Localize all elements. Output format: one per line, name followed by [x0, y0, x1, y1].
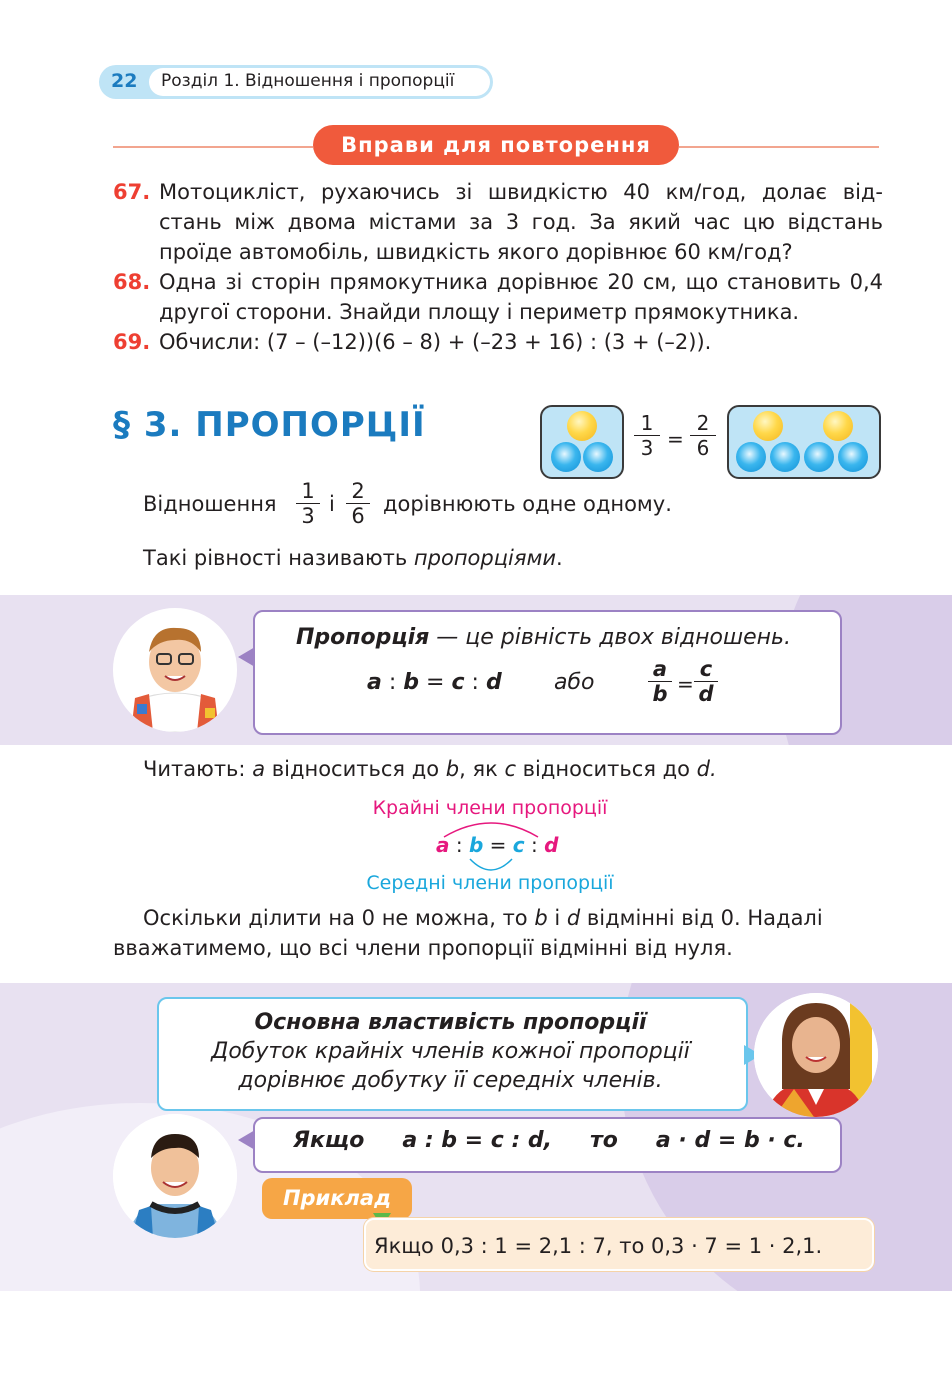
blue-ball [583, 442, 613, 472]
exercise-number: 68. [113, 270, 151, 294]
definition-formula: a : b = c : d [367, 670, 502, 695]
boy-avatar [113, 608, 237, 732]
exercise-text: Обчисли: (7 – (–12))(6 – 8) + (–23 + 16) : (3 + (–2)). [159, 330, 712, 354]
page-number: 22 [111, 70, 138, 92]
chapter-pill [149, 68, 490, 96]
fraction-c-over-d: $\frac{c}{d}$ [694, 657, 718, 706]
note-line-2: вважатимемо, що всі члени пропорції відмінні від нуля. [113, 936, 733, 960]
banner-rule-right [679, 146, 879, 148]
exercise-number: 69. [113, 330, 151, 354]
fraction-a-over-b: $\frac{a}{b}$ [648, 657, 672, 706]
yellow-ball [823, 411, 853, 441]
yellow-ball [753, 411, 783, 441]
yellow-ball [567, 411, 597, 441]
exercise-67 [113, 177, 883, 267]
diagram-formula: a : b = c : d [436, 833, 559, 857]
rule-statement: Якщо a : b = c : d, то a · d = b · c. [293, 1128, 805, 1153]
property-line-1: Добуток крайніх членів кожної пропорції [211, 1039, 690, 1064]
middle-terms-label: Середні члени пропорції [366, 872, 614, 894]
fraction-equals: = [677, 672, 694, 696]
girl-avatar [754, 993, 878, 1117]
exercise-text: Мотоцикліст, рухаючись зі швидкістю 40 км/год, долає від-стань між двома містами за 3 год. За який час цю відстань проїде автомобіль, швидкість якого дорівнює 60 км/год? [159, 180, 883, 264]
note-line-1: Оскільки ділити на 0 не можна, то b і d відмінні від 0. Надалі [143, 906, 823, 930]
definition-text: Пропорція — це рівність двох відношень. [296, 625, 792, 650]
ratio-intro-and: і [329, 492, 335, 516]
proportions-sentence: Такі рівності називають пропорціями. [143, 546, 563, 570]
illustration-equals: = [667, 427, 684, 451]
example-box: Якщо 0,3 : 1 = 2,1 : 7, то 0,3 · 7 = 1 · 2,1. [364, 1218, 874, 1271]
exercises-banner: Вправи для повторення [313, 125, 679, 165]
bubble-tail [238, 1130, 255, 1150]
blue-ball [838, 442, 868, 472]
blue-ball [736, 442, 766, 472]
banner-rule-left [113, 146, 313, 148]
example-label: Приклад [262, 1178, 412, 1219]
fraction-illustration-left: $\frac{1}{3}$ [634, 411, 660, 460]
outer-terms-label: Крайні члени пропорції [372, 797, 608, 819]
reading-line: Читають: a відноситься до b, як c відноситься до d. [143, 757, 717, 781]
boy2-avatar [113, 1114, 237, 1238]
bubble-tail [238, 647, 255, 667]
exercise-69 [113, 327, 883, 357]
section-title: § 3. ПРОПОРЦІЇ [113, 405, 426, 445]
exercise-68 [113, 267, 883, 327]
ratio-intro-after: дорівнюють одне одному. [383, 492, 672, 516]
blue-ball [804, 442, 834, 472]
property-title: Основна властивість пропорції [254, 1010, 647, 1035]
blue-ball [770, 442, 800, 472]
property-line-2: дорівнює добутку її середніх членів. [238, 1068, 663, 1093]
exercise-number: 67. [113, 180, 151, 204]
fraction-one-third: $\frac{1}{3}$ [296, 479, 320, 528]
fraction-two-sixths: $\frac{2}{6}$ [346, 479, 370, 528]
page-header [99, 65, 493, 99]
definition-or: або [554, 670, 595, 695]
chapter-title: Розділ 1. Відношення і пропорції [161, 71, 455, 91]
exercise-text: Одна зі сторін прямокутника дорівнює 20 см, що становить 0,4 другої сторони. Знайди площу і периметр прямокутника. [159, 270, 883, 324]
fraction-illustration-right: $\frac{2}{6}$ [690, 411, 716, 460]
ratio-intro-before: Відношення [143, 492, 277, 516]
ratio-box-left [540, 405, 624, 479]
ratio-box-right [727, 405, 881, 479]
blue-ball [551, 442, 581, 472]
